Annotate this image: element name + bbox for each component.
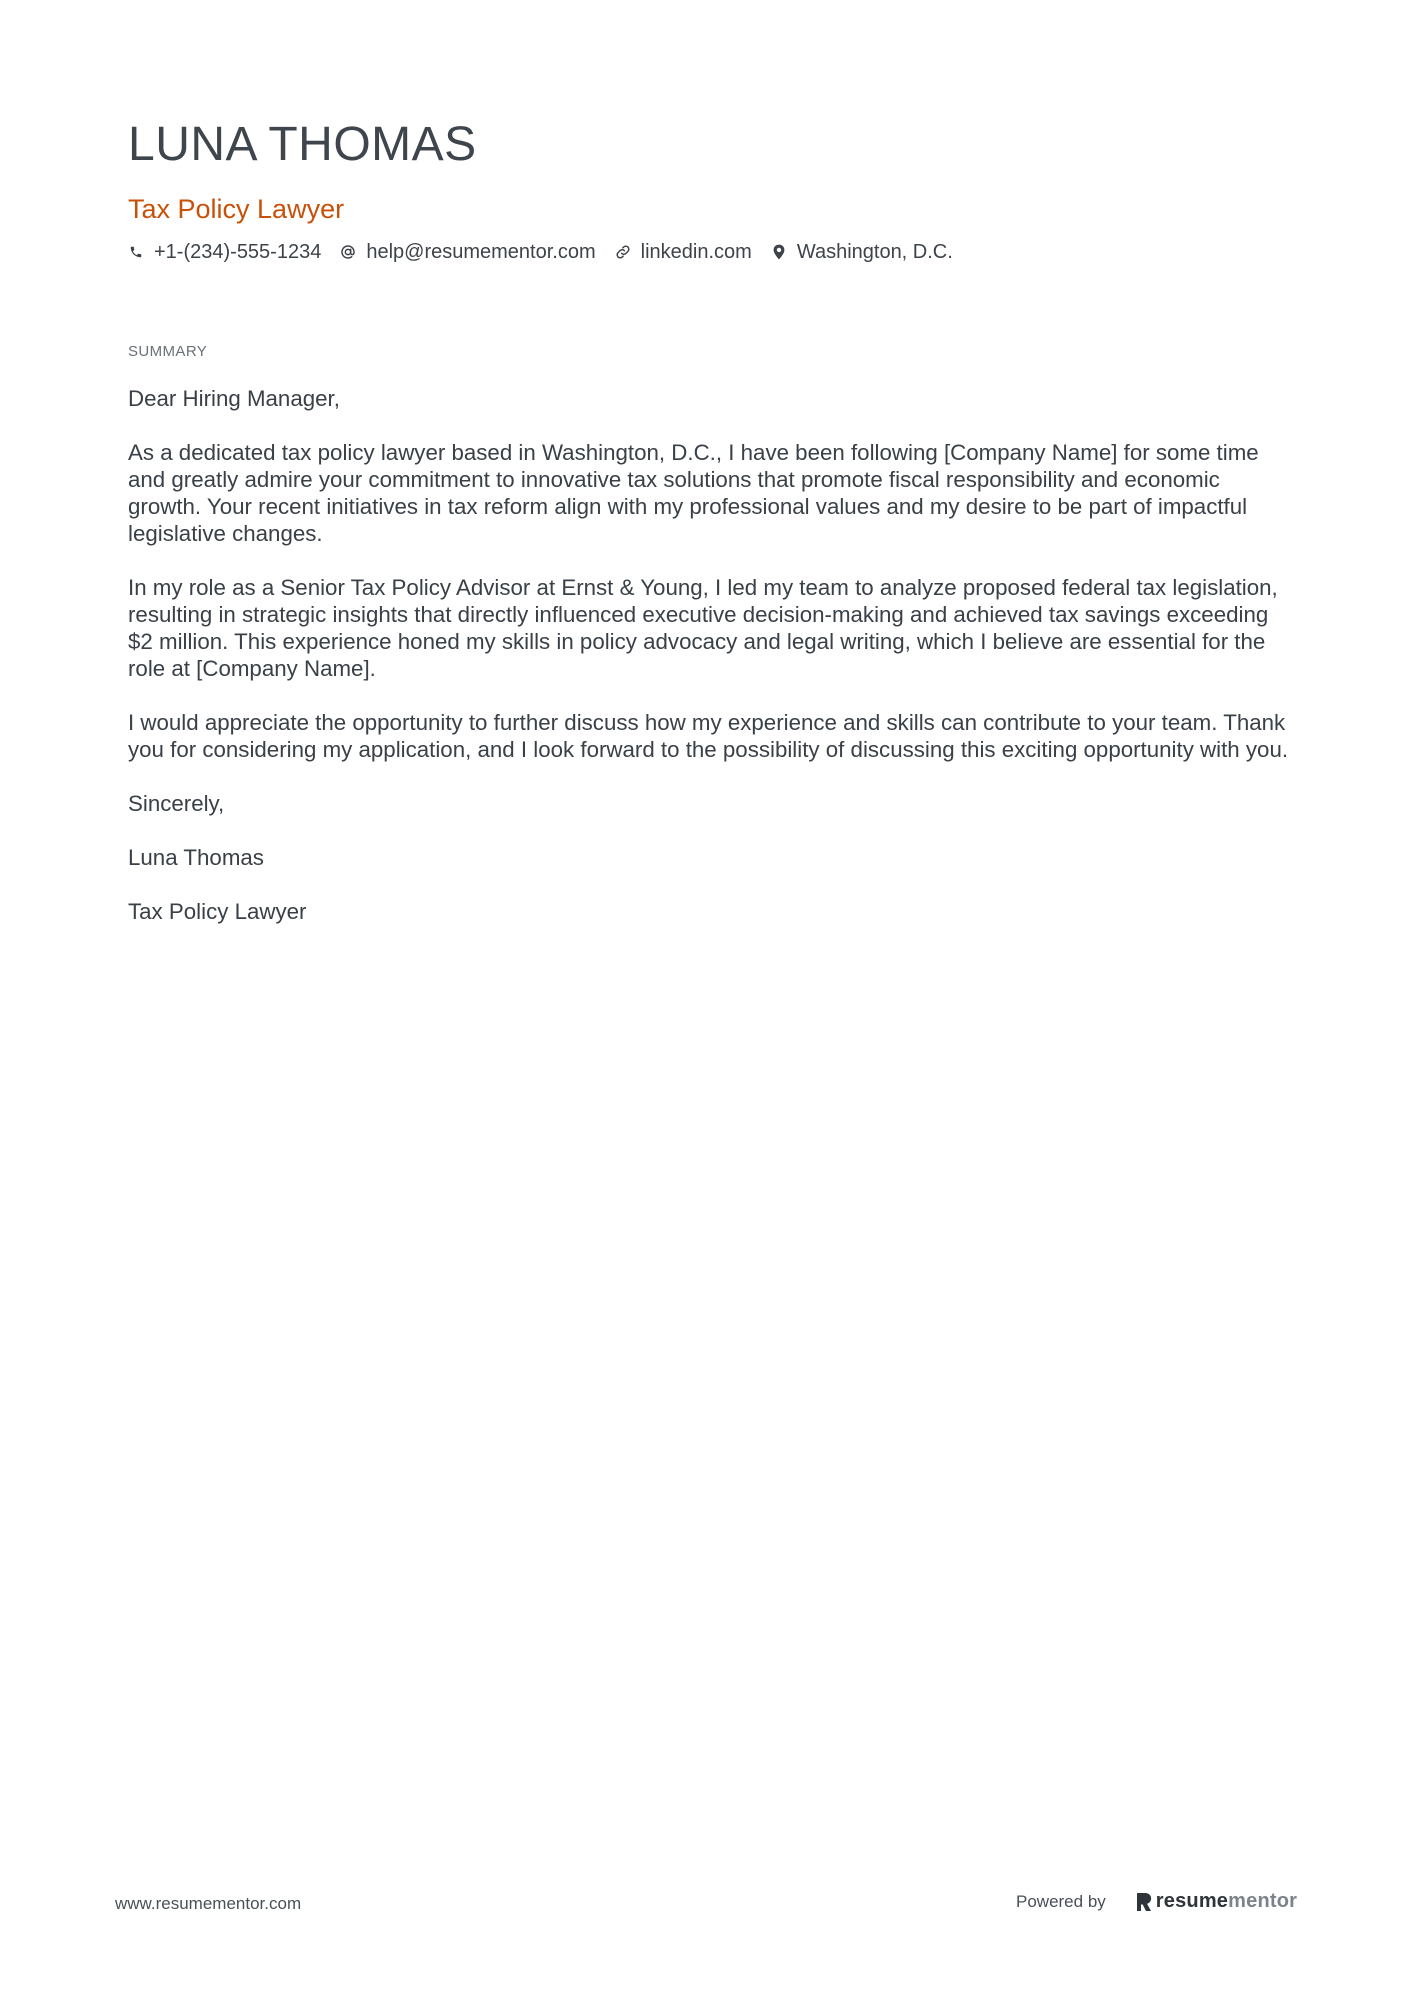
contact-phone bbox=[128, 238, 321, 266]
at-icon bbox=[340, 244, 356, 260]
phone-text: +1-(234)-555-1234 bbox=[154, 241, 322, 263]
link-text[interactable]: linkedin.com bbox=[640, 241, 752, 263]
signature-title: Tax Policy Lawyer bbox=[128, 899, 307, 924]
signature-name: Luna Thomas bbox=[128, 845, 264, 870]
footer-powered-by bbox=[1016, 1890, 1297, 1913]
candidate-role: Tax Policy Lawyer bbox=[128, 194, 345, 224]
letter-paragraph: In my role as a Senior Tax Policy Advisor at Ernst & Young, I led my team to analyze proposed federal tax legislation, resulting in strategic insights that directly influenced executive decision-making and achieved tax savings exceeding $2 million. This experience honed my skills in policy advocacy and legal writing, which I believe are essential for the role at [Company Name]. bbox=[128, 575, 1278, 681]
contact-bar bbox=[128, 238, 1293, 266]
powered-by-label: Powered by bbox=[1016, 1891, 1106, 1911]
letter-closing: Sincerely, bbox=[128, 791, 225, 816]
brand-logo[interactable] bbox=[1136, 1890, 1297, 1913]
letter-paragraph: I would appreciate the opportunity to further discuss how my experience and skills can contribute to your team. Thank you for considering my application, and I look forward to the possibility of discussing this exciting opportunity with you. bbox=[128, 710, 1289, 762]
footer-website[interactable]: www.resumementor.com bbox=[115, 1894, 302, 1913]
brand-mark-icon bbox=[1136, 1892, 1152, 1912]
letter-body bbox=[128, 385, 1293, 925]
letter-paragraph: As a dedicated tax policy lawyer based in Washington, D.C., I have been following [Company Name] for some time and greatly admire your commitment to innovative tax solutions that promote fiscal responsibility and economic growth. Your recent initiatives in tax reform align with my professional values and my desire to be part of impactful legislative changes. bbox=[128, 440, 1259, 546]
contact-email[interactable] bbox=[340, 238, 595, 266]
email-text[interactable]: help@resumementor.com bbox=[366, 241, 596, 263]
candidate-name: LUNA THOMAS bbox=[128, 118, 477, 171]
contact-link[interactable] bbox=[615, 238, 752, 266]
brand-name-part2: mentor bbox=[1228, 1890, 1298, 1912]
location-text: Washington, D.C. bbox=[796, 241, 953, 263]
section-label-summary: SUMMARY bbox=[128, 343, 208, 360]
brand-name-part1: resume bbox=[1155, 1890, 1229, 1912]
contact-location bbox=[771, 238, 953, 266]
phone-icon bbox=[128, 244, 144, 260]
link-icon bbox=[615, 244, 631, 260]
cover-letter bbox=[128, 112, 1293, 952]
location-pin-icon bbox=[771, 244, 787, 260]
letter-greeting: Dear Hiring Manager, bbox=[128, 386, 340, 411]
